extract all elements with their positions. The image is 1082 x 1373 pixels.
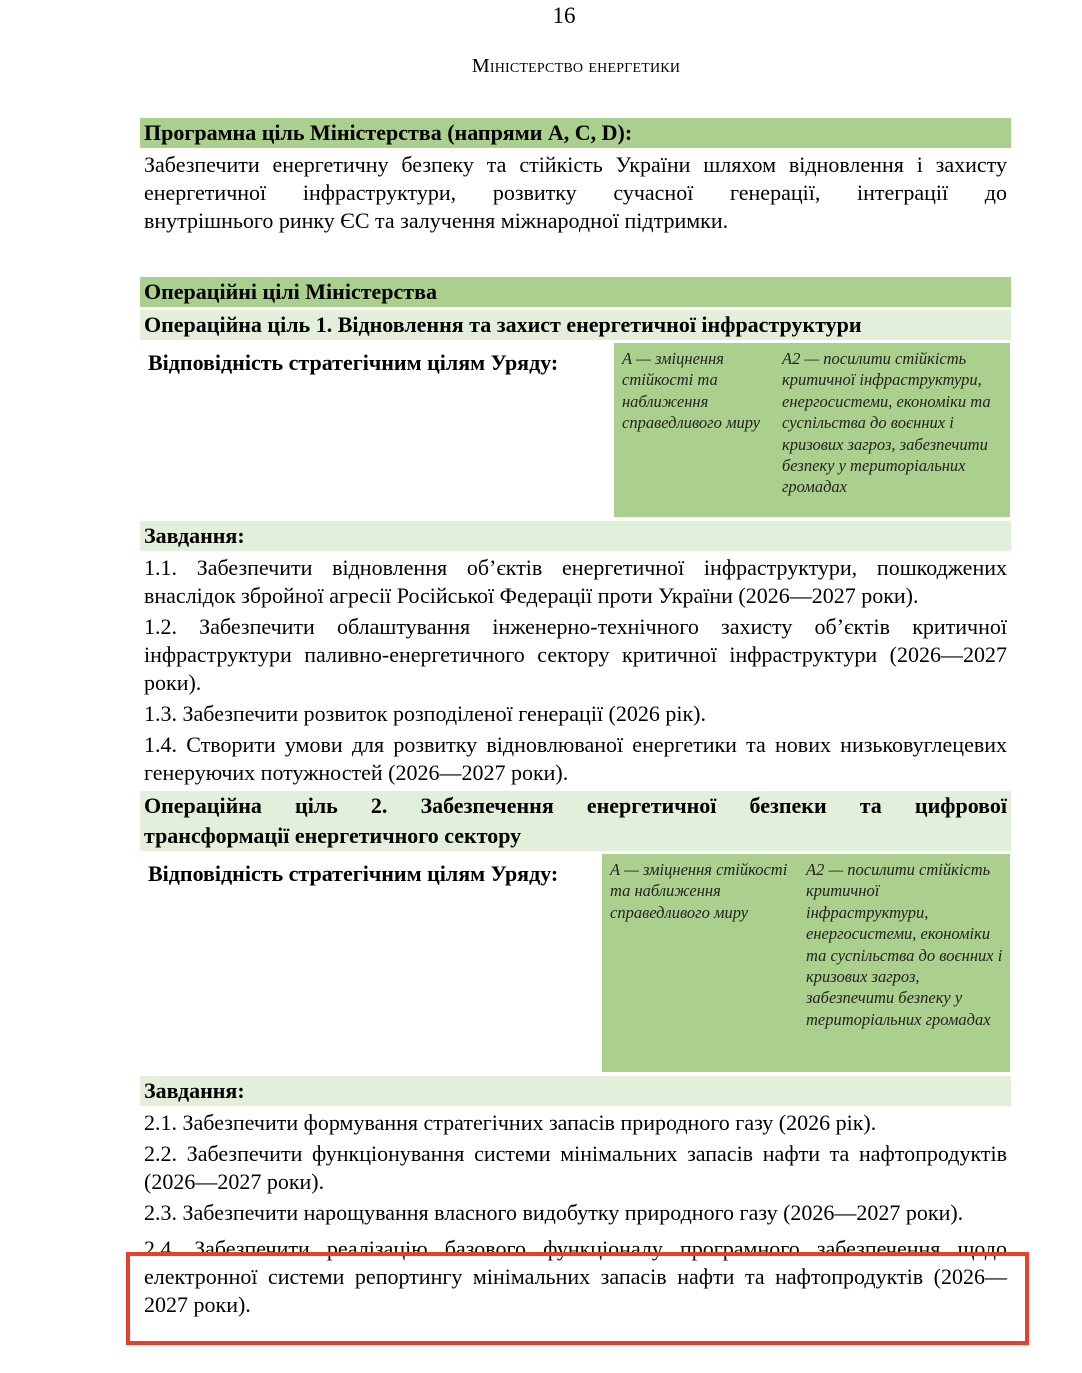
goal-2-title-line-2: трансформації енергетичного сектору	[140, 821, 1011, 851]
task-2-1: 2.1. Забезпечити формування стратегічних запасів природного газу (2026 рік).	[144, 1110, 877, 1135]
goal-1-strategic-a: А — зміцнення стійкості та наближення справедливого миру	[622, 349, 761, 433]
program-goal-header: Програмна ціль Міністерства (напрями А, C, D):	[140, 118, 1011, 148]
spacer	[140, 235, 1011, 277]
goal-2-correspondence	[140, 854, 1011, 1072]
task-2-2: 2.2. Забезпечити функціонування системи мінімальних запасів нафти та нафтопродуктів (2026—2027 роки).	[144, 1141, 1007, 1194]
goal-1-tasks-header: Завдання:	[140, 521, 1011, 551]
task-1-1: 1.1. Забезпечити відновлення об’єктів енергетичної інфраструктури, пошкоджених внаслідок збройної агресії Російської Федерації проти України (2026—2027 роки).	[144, 555, 1007, 608]
goal-1-correspondence-label: Відповідність стратегічним цілям Уряду:	[148, 350, 559, 375]
program-goal-line-2: енергетичної інфраструктури, розвитку сучасної генерації, інтеграції до	[144, 180, 1007, 205]
goal-2-correspondence-label: Відповідність стратегічним цілям Уряду:	[148, 861, 559, 886]
goal-2-tasks-header: Завдання:	[140, 1076, 1011, 1106]
ministry-title: Міністерство енергетики	[471, 55, 681, 77]
highlight-box	[126, 1252, 1029, 1345]
program-goal-line-1: Забезпечити енергетичну безпеку та стійкість України шляхом відновлення і захисту	[144, 152, 1007, 177]
goal-1-title: Операційна ціль 1. Відновлення та захист енергетичної інфраструктури	[140, 310, 1011, 340]
task-2-3: 2.3. Забезпечити нарощування власного видобутку природного газу (2026—2027 роки).	[144, 1200, 964, 1225]
task-2-4: 2.4. Забезпечити реалізацію базового функціоналу програмного забезпечення щодо електронної системи репортингу мінімальних запасів нафти та нафтопродуктів (2026—2027 роки).	[144, 1236, 1007, 1317]
task-1-4: 1.4. Створити умови для розвитку відновлюваної енергетики та нових низьковуглецевих генеруючих потужностей (2026—2027 роки).	[144, 732, 1007, 785]
goal-2-strategic-box	[602, 854, 1010, 1072]
goal-2-title-line-1: Операційна ціль 2. Забезпечення енергетичної безпеки та цифрової	[140, 791, 1011, 821]
goal-1-correspondence	[140, 343, 1011, 517]
goal-2-strategic-a2: А2 — посилити стійкість критичної інфраструктури, енергосистеми, економіки та суспільства до воєнних і кризових загроз, забезпечити безпеку у територіальних громадах	[806, 860, 1003, 1029]
program-goal-line-3: внутрішнього ринку ЄС та залучення міжнародної підтримки.	[144, 208, 729, 233]
page-number: 16	[552, 3, 576, 28]
operational-goals-header: Операційні цілі Міністерства	[140, 277, 1011, 307]
task-1-2: 1.2. Забезпечити облаштування інженерно-технічного захисту об’єктів критичної інфраструктури паливно-енергетичного сектору критичної інфраструктури (2026—2027 роки).	[144, 614, 1007, 695]
goal-2-strategic-a: А — зміцнення стійкості та наближення справедливого миру	[610, 860, 788, 922]
task-1-3: 1.3. Забезпечити розвиток розподіленої генерації (2026 рік).	[144, 701, 707, 726]
document-body	[140, 118, 1011, 1319]
goal-1-strategic-box	[614, 343, 1010, 517]
goal-1-strategic-a2: А2 — посилити стійкість критичної інфраструктури, енергосистеми, економіки та суспільства до воєнних і кризових загроз, забезпечити безпеку у територіальних громадах	[782, 349, 991, 497]
